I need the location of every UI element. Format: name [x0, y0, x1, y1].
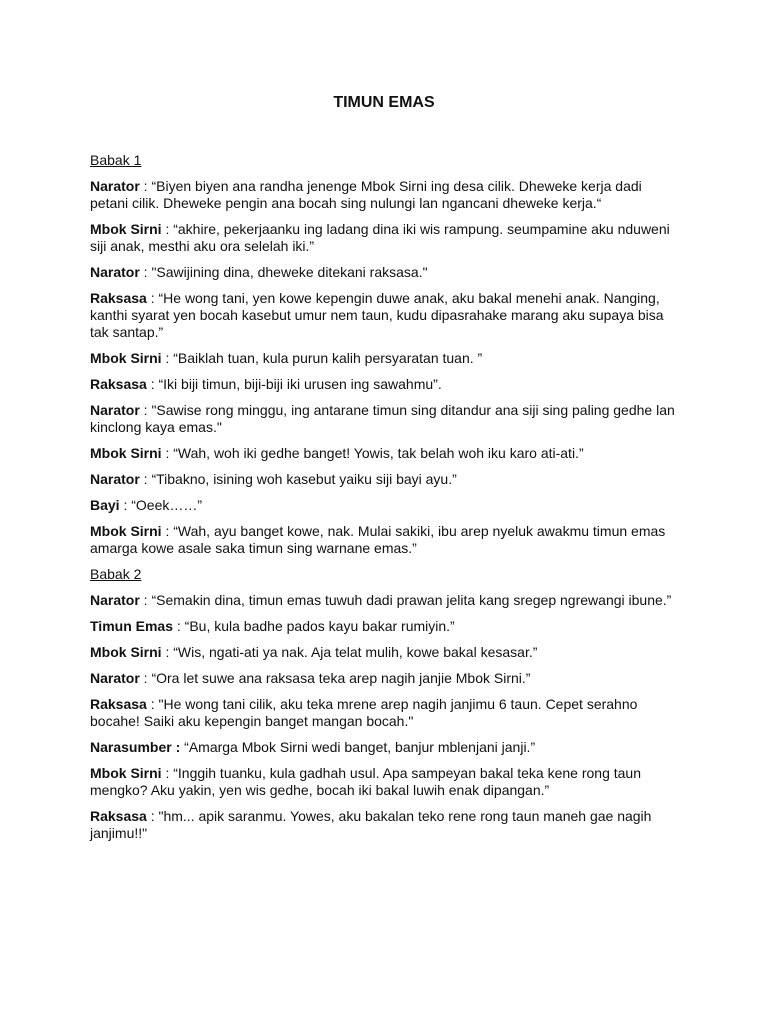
speaker-name: Narasumber : [90, 739, 181, 755]
dialogue-line [90, 350, 680, 367]
dialogue-text: : "Sawijining dina, dheweke ditekani raksasa." [139, 264, 428, 280]
dialogue-line [90, 670, 680, 687]
speaker-name: Bayi [90, 497, 120, 513]
dialogue-line [90, 592, 680, 609]
dialogue-line [90, 644, 680, 661]
dialogue-line [90, 445, 680, 462]
speaker-name: Raksasa [90, 376, 147, 392]
dialogue-line [90, 178, 680, 212]
speaker-name: Raksasa [90, 808, 147, 824]
speaker-name: Raksasa [90, 696, 147, 712]
dialogue-text: : “Biyen biyen ana randha jenenge Mbok Sirni ing desa cilik. Dheweke kerja dadi petani cilik. Dheweke pengin ana bocah sing nulungi lan ngancani dheweke kerja.“ [90, 178, 642, 211]
speaker-name: Mbok Sirni [90, 221, 162, 237]
dialogue-text: : “Wis, ngati-ati ya nak. Aja telat mulih, kowe bakal kesasar.” [161, 644, 538, 660]
dialogue-text: : “Baiklah tuan, kula purun kalih persyaratan tuan. ” [161, 350, 483, 366]
speaker-name: Narator [90, 264, 140, 280]
speaker-name: Timun Emas [90, 618, 173, 634]
speaker-name: Mbok Sirni [90, 350, 162, 366]
speaker-name: Narator [90, 670, 140, 686]
speaker-name: Mbok Sirni [90, 644, 162, 660]
speaker-name: Narator [90, 178, 140, 194]
dialogue-line [90, 497, 680, 514]
dialogue-text: “Amarga Mbok Sirni wedi banget, banjur mblenjani janji.” [180, 739, 536, 755]
dialogue-text: : “Bu, kula badhe pados kayu bakar rumiyin.” [173, 618, 455, 634]
dialogue-line [90, 402, 680, 436]
dialogue-line [90, 471, 680, 488]
scene-heading: Babak 1 [90, 152, 142, 168]
scene-heading: Babak 2 [90, 566, 142, 582]
dialogue-line [90, 376, 680, 393]
dialogue-line [90, 221, 680, 255]
speaker-name: Raksasa [90, 290, 147, 306]
speaker-name: Mbok Sirni [90, 765, 162, 781]
dialogue-text: : “Oeek……” [119, 497, 203, 513]
dialogue-line [90, 696, 680, 730]
dialogue-line [90, 290, 680, 341]
dialogue-line [90, 523, 680, 557]
dialogue-text: : “Ora let suwe ana raksasa teka arep nagih janjie Mbok Sirni.” [139, 670, 531, 686]
dialogue-text: : “akhire, pekerjaanku ing ladang dina iki wis rampung. seumpamine aku nduweni siji anak, mesthi aku ora selelah iki.” [90, 221, 670, 254]
dialogue-line [90, 765, 680, 799]
speaker-name: Narator [90, 402, 140, 418]
dialogue-line [90, 739, 680, 756]
dialogue-text: : “He wong tani, yen kowe kepengin duwe anak, aku bakal menehi anak. Nanging, kanthi syarat yen bocah kasebut umur nem taun, kudu dipasrahake marang aku supaya bisa tak santap.” [90, 290, 664, 340]
speaker-name: Narator [90, 592, 140, 608]
dialogue-text: : “Tibakno, isining woh kasebut yaiku siji bayi ayu.” [139, 471, 457, 487]
dialogue-line [90, 264, 680, 281]
dialogue-text: : "He wong tani cilik, aku teka mrene arep nagih janjimu 6 taun. Cepet serahno bocahe! Saiki aku kepengin banget mangan bocah." [90, 696, 638, 729]
dialogue-text: : "hm... apik saranmu. Yowes, aku bakalan teko rene rong taun maneh gae nagih janjimu!!" [90, 808, 652, 841]
dialogue-text: : "Sawise rong minggu, ing antarane timun sing ditandur ana siji sing paling gedhe lan kinclong kaya emas." [90, 402, 675, 435]
dialogue-line [90, 808, 680, 842]
dialogue-line [90, 618, 680, 635]
dialogue-text: : “Semakin dina, timun emas tuwuh dadi prawan jelita kang sregep ngrewangi ibune.” [139, 592, 672, 608]
dialogue-text: : “Iki biji timun, biji-biji iki urusen ing sawahmu”. [146, 376, 442, 392]
document-title: TIMUN EMAS [333, 94, 435, 111]
dialogue-text: : “Wah, ayu banget kowe, nak. Mulai sakiki, ibu arep nyeluk awakmu timun emas amarga kowe asale saka timun sing warnane emas.” [90, 523, 666, 556]
dialogue-text: : “Inggih tuanku, kula gadhah usul. Apa sampeyan bakal teka kene rong taun mengko? Aku yakin, yen wis gedhe, bocah iki bakal luwih enak dipangan.” [90, 765, 642, 798]
speaker-name: Narator [90, 471, 140, 487]
dialogue-text: : “Wah, woh iki gedhe banget! Yowis, tak belah woh iku karo ati-ati.” [161, 445, 584, 461]
script-content [90, 152, 680, 851]
speaker-name: Mbok Sirni [90, 523, 162, 539]
speaker-name: Mbok Sirni [90, 445, 162, 461]
